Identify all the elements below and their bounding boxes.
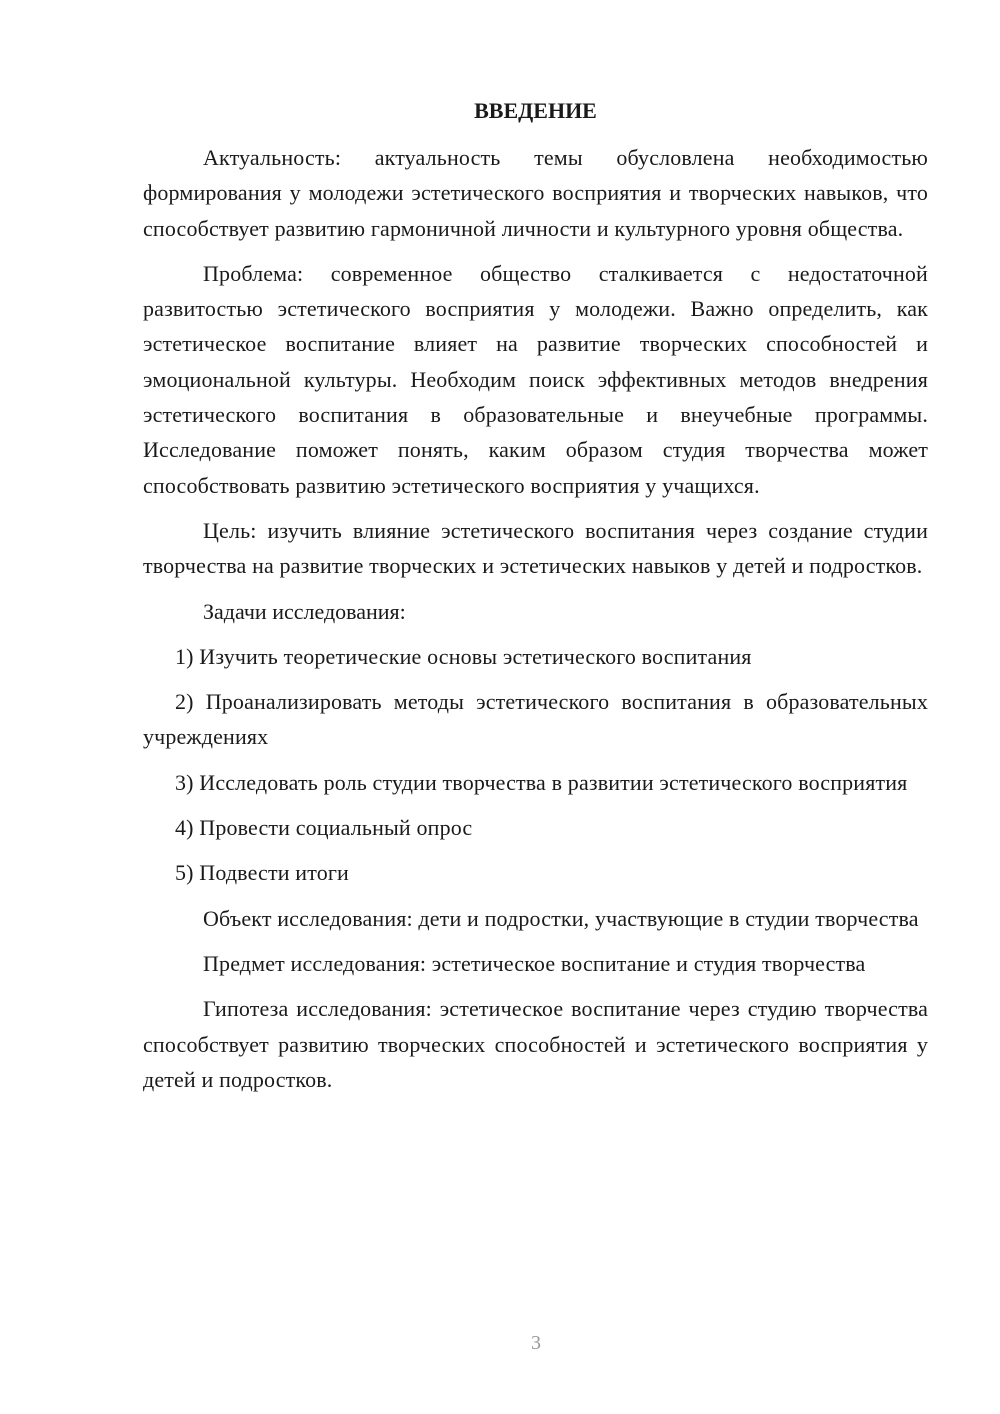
- hypothesis-paragraph: Гипотеза исследования: эстетическое воспитание через студию творчества способствует развитию творческих способностей и эстетического восприятия у детей и подростков.: [143, 996, 928, 1092]
- relevance-paragraph: Актуальность: актуальность темы обусловлена необходимостью формирования у молодежи эстетического восприятия и творческих навыков, что способствует развитию гармоничной личности и культурного уровня общества.: [143, 145, 928, 241]
- tasks-heading: Задачи исследования:: [203, 598, 406, 624]
- goal-paragraph: Цель: изучить влияние эстетического воспитания через создание студии творчества на развитие творческих и эстетических навыков у детей и подростков.: [143, 517, 928, 579]
- task-item: 2) Проанализировать методы эстетического воспитания в образовательных учреждениях: [143, 689, 928, 750]
- subject-paragraph: Предмет исследования: эстетическое воспитание и студия творчества: [203, 950, 866, 976]
- page-content: [143, 93, 928, 1107]
- page-number: 3: [531, 1332, 541, 1354]
- task-item: 3) Исследовать роль студии творчества в развитии эстетического восприятия: [175, 769, 908, 795]
- page-title: ВВЕДЕНИЕ: [474, 98, 597, 123]
- problem-paragraph: Проблема: современное общество сталкивается с недостаточной развитостью эстетического восприятия у молодежи. Важно определить, как эстетическое воспитание влияет на развитие творческих способностей и эмоциональной культуры. Необходим поиск эффективных методов внедрения эстетического воспитания в образовательные и внеучебные программы. Исследование поможет понять, каким образом студия творчества может способствовать развитию эстетического восприятия у учащихся.: [143, 260, 928, 498]
- object-paragraph: Объект исследования: дети и подростки, участвующие в студии творчества: [203, 905, 919, 931]
- task-item: 4) Провести социальный опрос: [175, 815, 473, 841]
- task-item: 1) Изучить теоретические основы эстетического воспитания: [175, 643, 752, 669]
- task-item: 5) Подвести итоги: [175, 860, 349, 886]
